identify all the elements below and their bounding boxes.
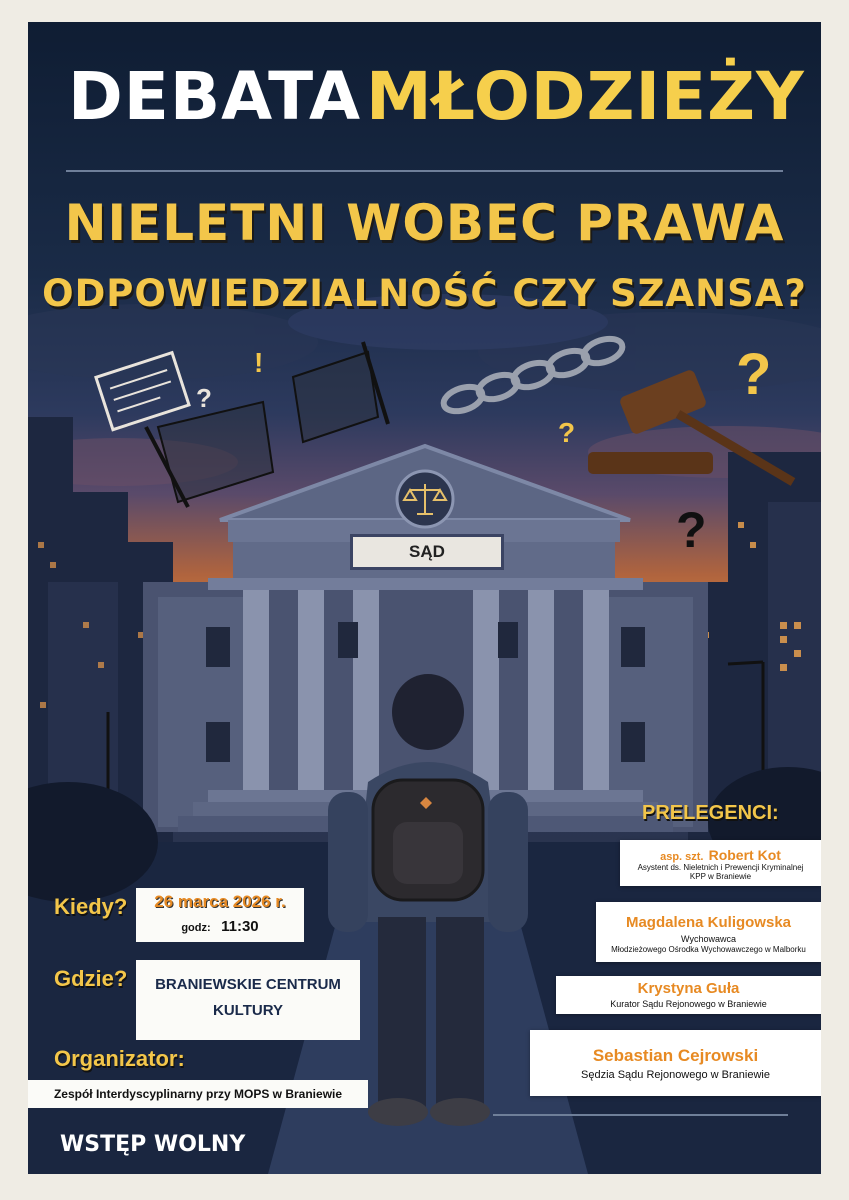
speaker-card: [620, 840, 821, 886]
speakers-label: PRELEGENCI:: [642, 802, 779, 824]
court-sign: SĄD: [350, 534, 504, 570]
svg-text:?: ?: [736, 342, 772, 407]
speaker-role: Wychowawca: [681, 934, 736, 944]
free-entry: WSTĘP WOLNY: [60, 1132, 246, 1157]
backpack-icon: [373, 780, 483, 900]
scales-icon: [397, 471, 453, 527]
subtitle-line-2: ODPOWIEDZIALNOŚĆ CZY SZANSA?: [42, 272, 807, 315]
venue-line-2: KULTURY: [213, 1002, 283, 1019]
organizer-card: [28, 1080, 368, 1108]
when-label: Kiedy?: [54, 894, 128, 919]
where-card: [136, 960, 360, 1040]
event-time: 11:30: [221, 918, 259, 935]
speaker-role: Kurator Sądu Rejonowego w Braniewie: [610, 999, 767, 1009]
svg-text:?: ?: [558, 417, 576, 448]
speaker-name: Krystyna Guła: [637, 980, 740, 997]
time-label: godz:: [181, 922, 211, 934]
speaker-role: Sędzia Sądu Rejonowego w Braniewie: [581, 1069, 770, 1081]
speaker-rank: asp. szt.: [660, 851, 704, 863]
venue-line-1: BRANIEWSKIE CENTRUM: [155, 976, 341, 993]
speaker-role: Asystent ds. Nieletnich i Prewencji Kryminalnej: [637, 863, 804, 872]
svg-text:?: ?: [196, 383, 212, 413]
speaker-card: [596, 902, 821, 962]
svg-text:?: ?: [676, 502, 707, 558]
title-divider: [66, 170, 783, 172]
speaker-role: KPP w Braniewie: [689, 872, 752, 881]
speaker-card: [556, 976, 821, 1014]
organizer-value: Zespół Interdyscyplinarny przy MOPS w Braniewie: [53, 1087, 343, 1101]
event-date: 26 marca 2026 r.: [154, 892, 286, 911]
speaker-role: Młodzieżowego Ośrodka Wychowawczego w Malborku: [611, 945, 806, 954]
speaker-name: Magdalena Kuligowska: [625, 914, 792, 931]
speaker-name: Sebastian Cejrowski: [592, 1046, 759, 1065]
title-word-mlodziezy: MŁODZIEŻY: [366, 58, 805, 135]
title-word-debata: DEBATA: [68, 58, 362, 135]
organizer-label: Organizator:: [54, 1046, 185, 1071]
subtitle-line-1: NIELETNI WOBEC PRAWA: [64, 194, 785, 252]
when-card: [136, 888, 304, 942]
exclamation-icon: !: [254, 347, 264, 378]
speaker-card: [530, 1030, 821, 1096]
where-label: Gdzie?: [54, 966, 128, 991]
speaker-name: Robert Kot: [708, 847, 781, 863]
event-poster: [28, 22, 821, 1174]
